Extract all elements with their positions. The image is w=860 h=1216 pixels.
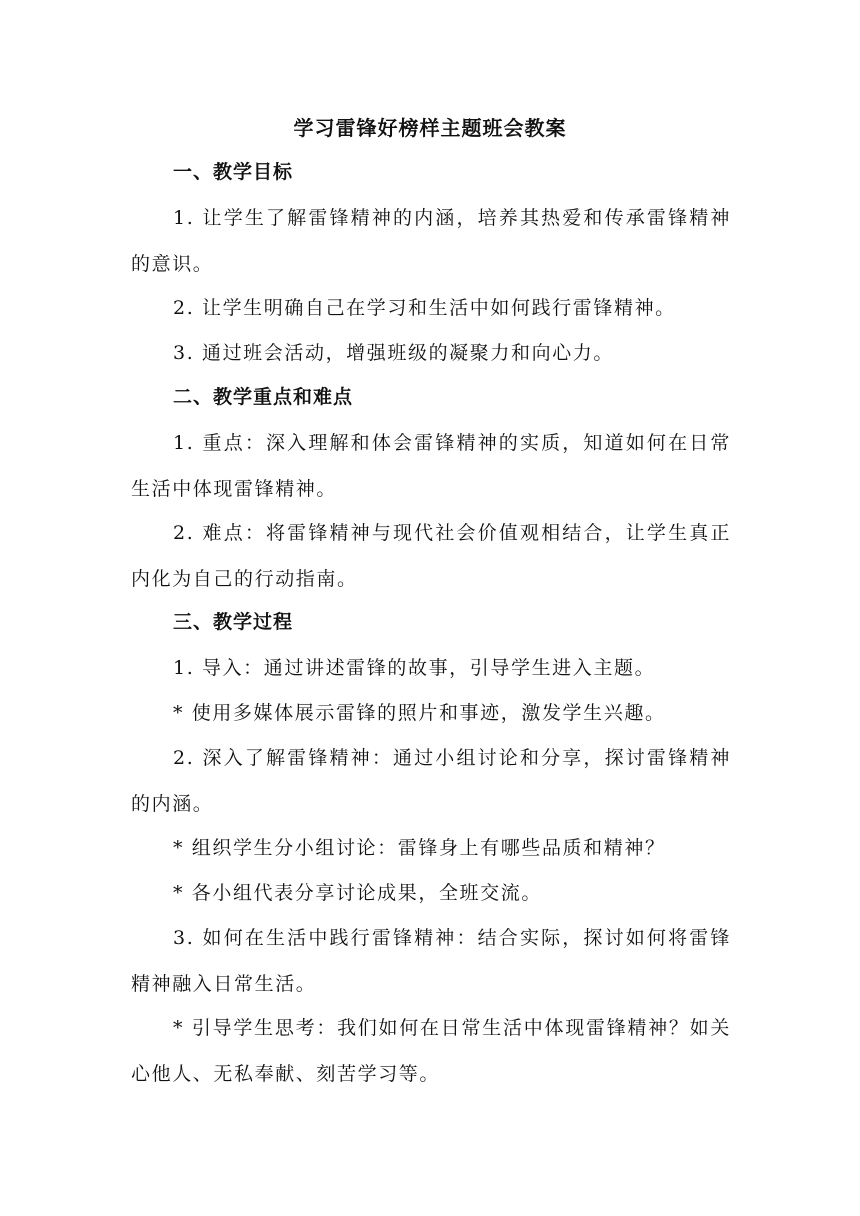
section-heading-objectives: 一、教学目标 — [173, 161, 294, 183]
section-heading-key-points: 二、教学重点和难点 — [173, 386, 354, 408]
paragraph: 3. 如何在生活中践行雷锋精神：结合实际，探讨如何将雷锋精神融入日常生活。 — [131, 927, 731, 995]
paragraph: 2. 让学生明确自己在学习和生活中如何践行雷锋精神。 — [173, 297, 676, 319]
paragraph: * 使用多媒体展示雷锋的照片和事迹，激发学生兴趣。 — [173, 702, 666, 724]
paragraph: 1. 导入：通过讲述雷锋的故事，引导学生进入主题。 — [173, 657, 656, 679]
paragraph: 2. 难点：将雷锋精神与现代社会价值观相结合，让学生真正内化为自己的行动指南。 — [131, 522, 731, 590]
paragraph: * 各小组代表分享讨论成果，全班交流。 — [173, 882, 542, 904]
document-title: 学习雷锋好榜样主题班会教案 — [293, 116, 567, 140]
section-heading-process: 三、教学过程 — [173, 611, 294, 633]
paragraph: 1. 让学生了解雷锋精神的内涵，培养其热爱和传承雷锋精神的意识。 — [131, 207, 731, 275]
paragraph: 1. 重点：深入理解和体会雷锋精神的实质，知道如何在日常生活中体现雷锋精神。 — [131, 432, 731, 500]
paragraph: * 引导学生思考：我们如何在日常生活中体现雷锋精神？如关心他人、无私奉献、刻苦学习等。 — [131, 1017, 731, 1085]
paragraph: 3. 通过班会活动，增强班级的凝聚力和向心力。 — [173, 342, 614, 364]
paragraph: * 组织学生分小组讨论：雷锋身上有哪些品质和精神？ — [173, 837, 666, 859]
paragraph: 2. 深入了解雷锋精神：通过小组讨论和分享，探讨雷锋精神的内涵。 — [131, 747, 731, 815]
